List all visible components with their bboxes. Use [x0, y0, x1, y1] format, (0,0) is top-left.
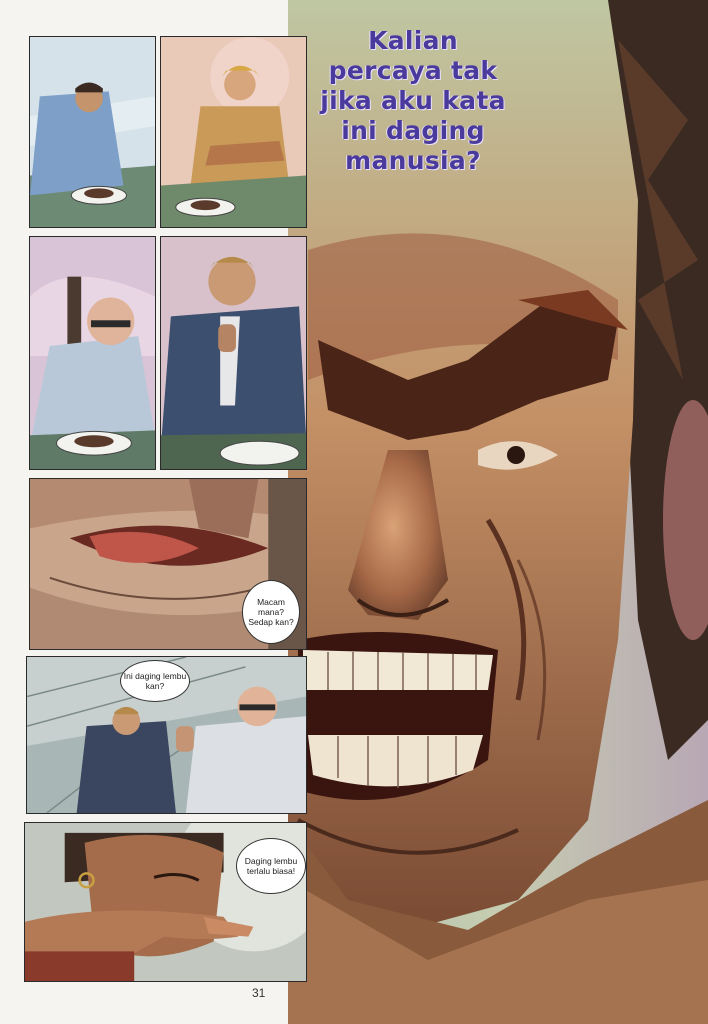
- speech-bubble-sedap: Macam mana? Sedap kan?: [242, 580, 300, 644]
- narration-caption: Kalian percaya tak jika aku kata ini daging manusia?: [320, 26, 506, 175]
- panel-suited-man-with-fork: [160, 236, 307, 470]
- panel-man-eating: [29, 36, 156, 228]
- panel-blonde-man-arms-crossed: [160, 36, 307, 228]
- page-number: 31: [252, 986, 266, 1000]
- speech-bubble-terlalu-biasa: Daging lembu terlalu biasa!: [236, 838, 306, 894]
- panel-bald-man-eating: [29, 236, 156, 470]
- speech-bubble-daging-lembu: Ini daging lembu kan?: [120, 660, 190, 702]
